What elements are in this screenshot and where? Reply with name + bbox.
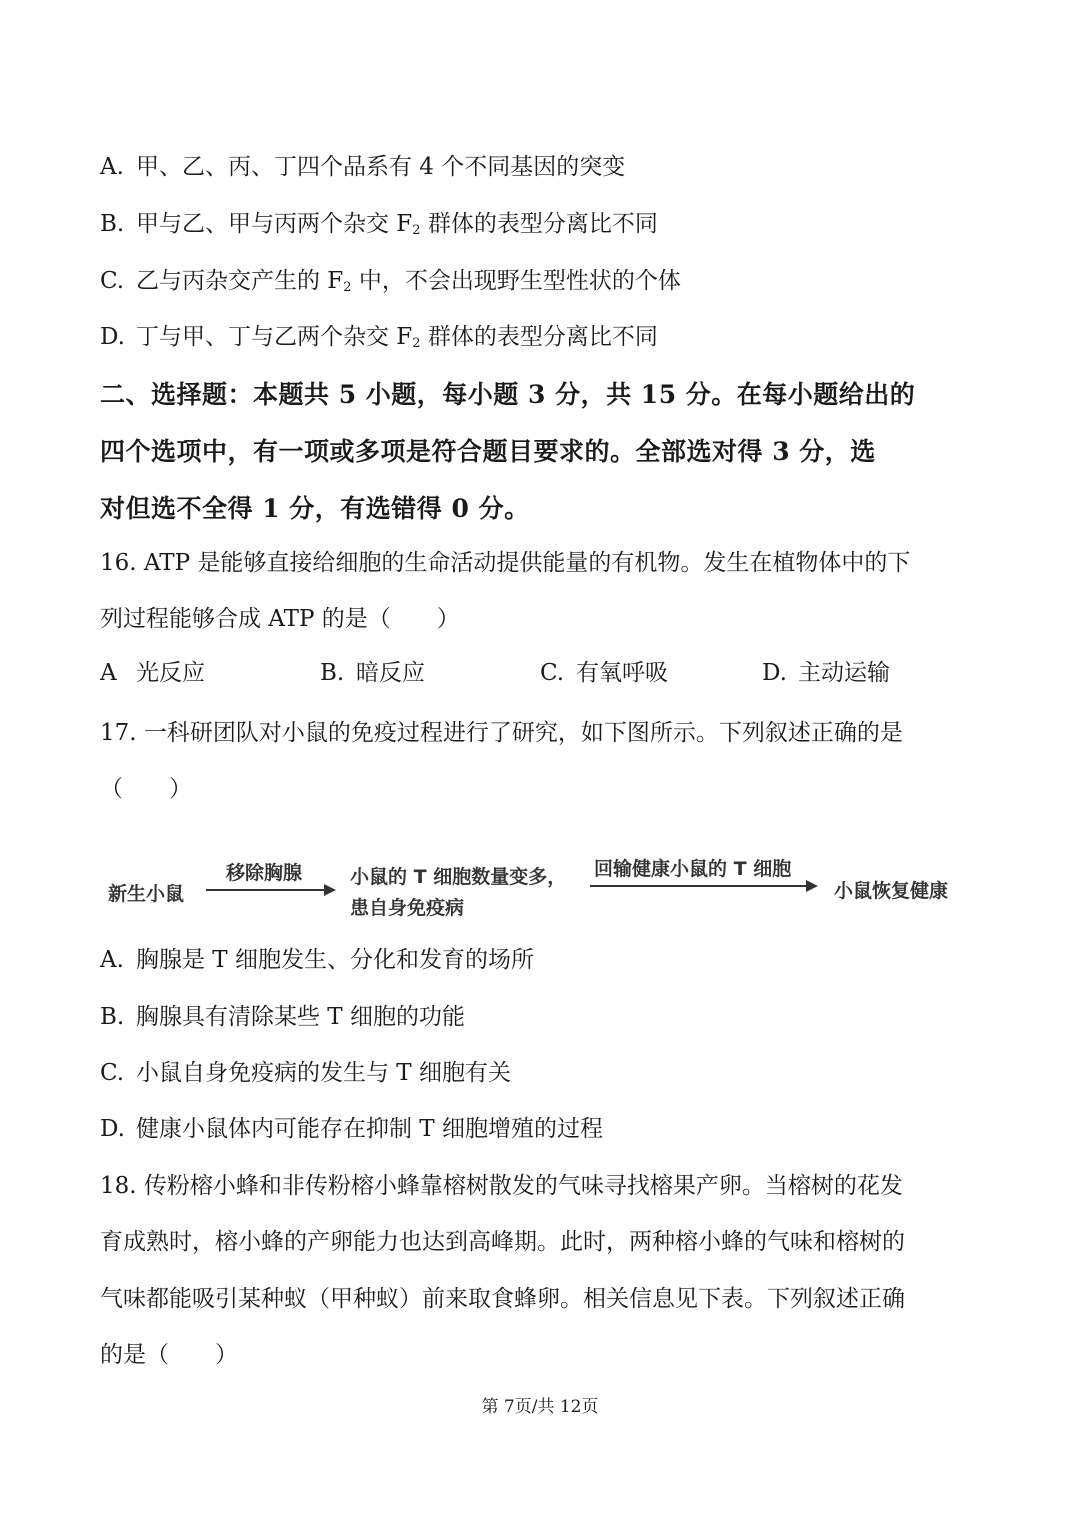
option-label: D. (100, 324, 125, 350)
section2-heading-line3: 对但选不全得 1 分，有选错得 0 分。 (100, 494, 530, 523)
prev-option-d (100, 322, 658, 359)
q17-option-b (100, 1002, 465, 1032)
option-text: 胸腺具有清除某些 T 细胞的功能 (136, 1004, 465, 1030)
diagram-start: 新生小鼠 (108, 883, 185, 905)
option-text-pre: 乙与丙杂交产生的 F (136, 268, 344, 294)
option-label: A. (100, 154, 124, 180)
option-label: C. (100, 268, 125, 294)
diagram-mid-line1: 小鼠的 T 细胞数量变多， (350, 866, 567, 888)
page-number: 第 7页/共 12页 (481, 1397, 599, 1417)
option-text-pre: 丁与甲、丁与乙两个杂交 F (136, 324, 413, 350)
prev-option-a (100, 152, 625, 182)
section2-heading-line1: 二、选择题：本题共 5 小题，每小题 3 分，共 15 分。在每小题给出的 (100, 380, 916, 409)
q18-stem-line1: 18. 传粉榕小蜂和非传粉榕小蜂靠榕树散发的气味寻找榕果产卵。当榕树的花发 (100, 1173, 903, 1199)
option-text-post: 群体的表型分离比不同 (420, 211, 658, 237)
option-text: 光反应 (136, 660, 205, 686)
option-label: B. (100, 211, 125, 237)
q18-stem-line2: 育成熟时，榕小蜂的产卵能力也达到高峰期。此时，两种榕小蜂的气味和榕树的 (100, 1229, 905, 1255)
prev-option-b (100, 209, 658, 246)
section2-heading-line2: 四个选项中，有一项或多项是符合题目要求的。全部选对得 3 分，选 (100, 437, 876, 466)
option-label: A (100, 660, 117, 686)
q18-stem-line3: 气味都能吸引某种蚁（甲种蚁）前来取食蜂卵。相关信息见下表。下列叙述正确 (100, 1286, 905, 1312)
option-text: 主动运输 (798, 660, 890, 686)
option-label: B. (100, 1004, 125, 1030)
option-label: C. (540, 660, 565, 686)
q16-option-b (320, 658, 425, 688)
q16-stem-line2: 列过程能够合成 ATP 的是（ ） (100, 606, 460, 632)
prev-option-c (100, 266, 681, 303)
q16-stem-line1: 16. ATP 是能够直接给细胞的生命活动提供能量的有机物。发生在植物体中的下 (100, 550, 911, 576)
arrow-icon (206, 889, 334, 891)
option-text-pre: 甲与乙、甲与丙两个杂交 F (136, 211, 413, 237)
option-text: 胸腺是 T 细胞发生、分化和发育的场所 (136, 947, 534, 973)
q17-stem-line1: 17. 一科研团队对小鼠的免疫过程进行了研究，如下图所示。下列叙述正确的是 (100, 720, 903, 746)
q17-stem-line2: （ ） (100, 776, 192, 802)
diagram-step1-label: 移除胸腺 (226, 862, 303, 884)
diagram-step2-label: 回输健康小鼠的 T 细胞 (594, 858, 792, 880)
subscript: 2 (343, 280, 352, 295)
q16-option-d (762, 658, 890, 688)
option-text: 健康小鼠体内可能存在抑制 T 细胞增殖的过程 (136, 1116, 603, 1142)
q17-option-d (100, 1114, 603, 1144)
q16-option-a (100, 658, 205, 688)
subscript: 2 (412, 223, 421, 238)
option-label: B. (320, 660, 345, 686)
option-text-post: 中，不会出现野生型性状的个体 (351, 268, 681, 294)
diagram-mid-line2: 患自身免疫病 (350, 897, 465, 919)
option-text: 有氧呼吸 (576, 660, 668, 686)
q18-stem-line4: 的是（ ） (100, 1342, 238, 1368)
diagram-end: 小鼠恢复健康 (834, 880, 949, 902)
option-text: 小鼠自身免疫病的发生与 T 细胞有关 (136, 1060, 511, 1086)
q16-option-c (540, 658, 668, 688)
option-label: C. (100, 1060, 125, 1086)
option-label: D. (100, 1116, 125, 1142)
option-label: D. (762, 660, 787, 686)
q17-option-c (100, 1058, 511, 1088)
q17-option-a (100, 945, 534, 975)
arrow-icon (590, 885, 816, 887)
option-text: 甲、乙、丙、丁四个品系有 4 个不同基因的突变 (136, 154, 626, 180)
subscript: 2 (412, 336, 421, 351)
option-text-post: 群体的表型分离比不同 (420, 324, 658, 350)
option-text: 暗反应 (356, 660, 425, 686)
option-label: A. (100, 947, 124, 973)
